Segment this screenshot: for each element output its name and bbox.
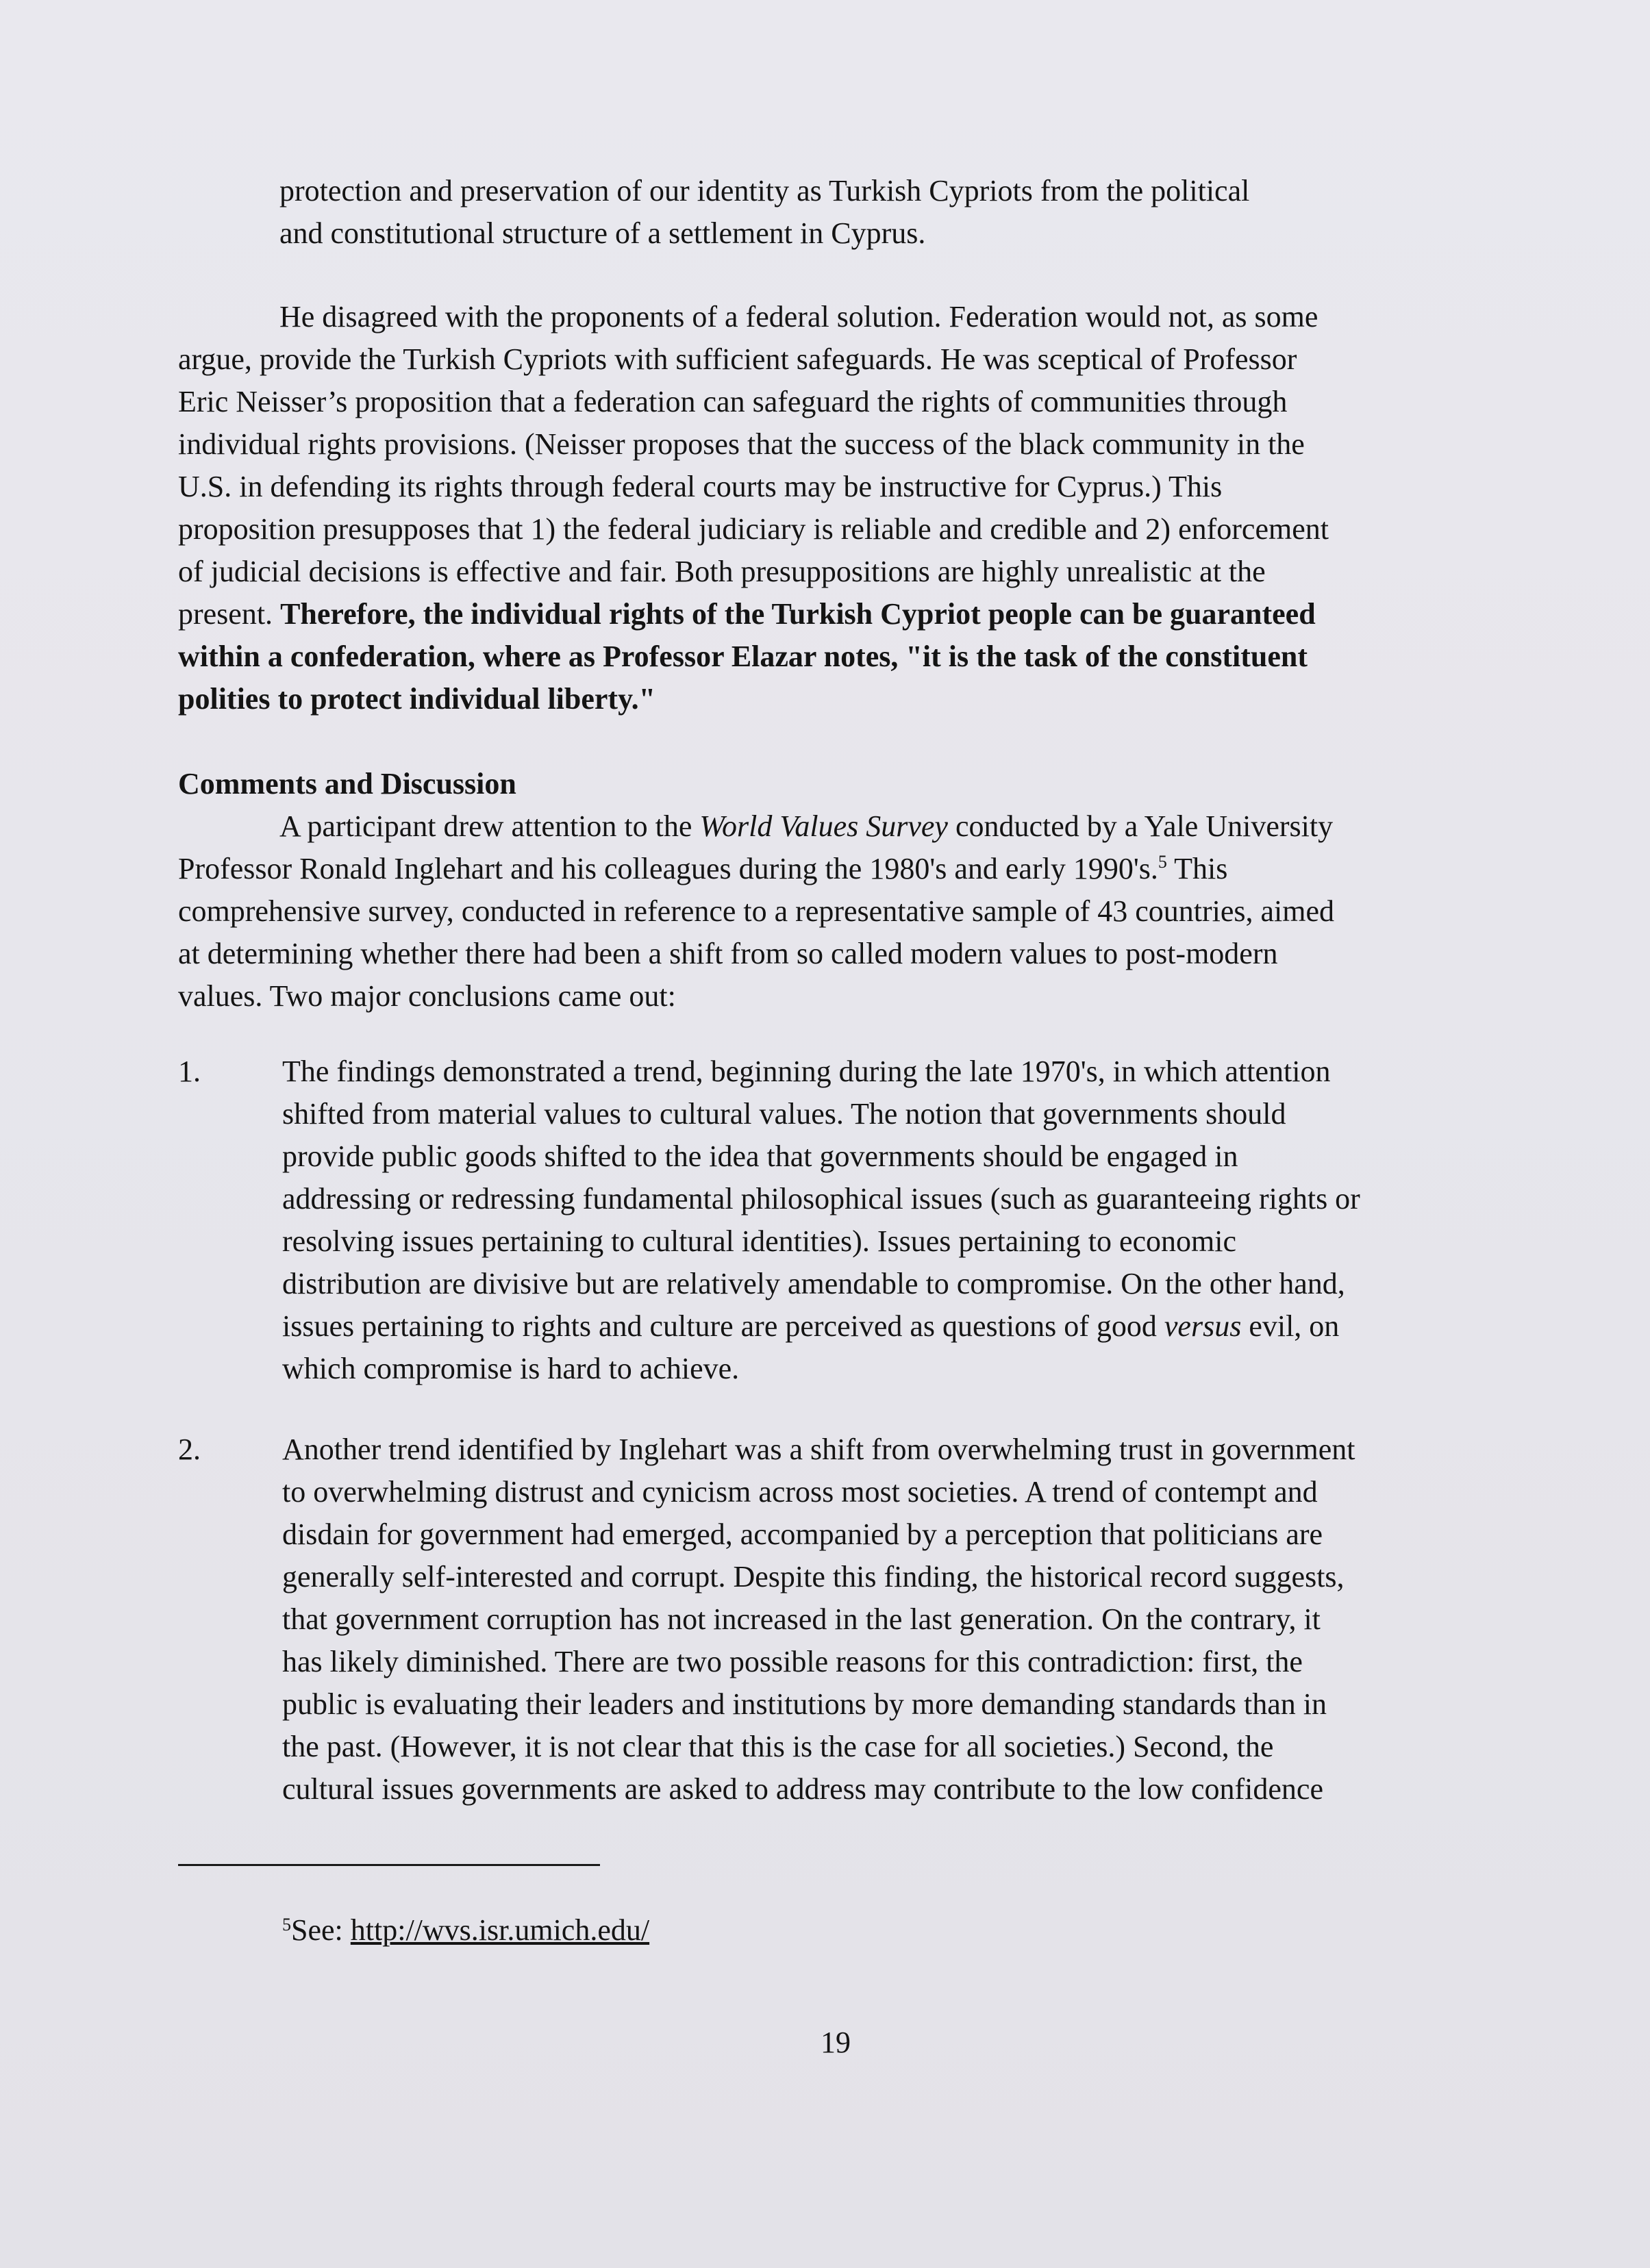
bold-text-line: polities to protect individual liberty." bbox=[178, 682, 656, 716]
text-line: Another trend identified by Inglehart was a shift from overwhelming trust in government bbox=[282, 1433, 1355, 1466]
text-line: addressing or redressing fundamental philosophical issues (such as guaranteeing rights or bbox=[282, 1182, 1360, 1215]
text-line bbox=[178, 848, 1334, 890]
paragraph-continuation bbox=[279, 170, 1249, 255]
text-line: public is evaluating their leaders and institutions by more demanding standards than in bbox=[282, 1687, 1327, 1721]
plain-text: This bbox=[1166, 852, 1228, 885]
italic-title: World Values Survey bbox=[699, 809, 948, 843]
text-line: argue, provide the Turkish Cypriots with sufficient safeguards. He was sceptical of Professor bbox=[178, 342, 1297, 376]
text-line: provide public goods shifted to the idea that governments should be engaged in bbox=[282, 1139, 1238, 1173]
text-line: distribution are divisive but are relatively amendable to compromise. On the other hand, bbox=[282, 1267, 1345, 1300]
paragraph-world-values-survey bbox=[178, 805, 1334, 1018]
list-number: 1. bbox=[178, 1055, 201, 1088]
plain-text: evil, on bbox=[1241, 1309, 1340, 1343]
list-item bbox=[282, 1428, 1355, 1811]
footnote-reference: 5 bbox=[1158, 852, 1167, 872]
section-heading: Comments and Discussion bbox=[178, 767, 516, 801]
text-line: at determining whether there had been a shift from so called modern values to post-modern bbox=[178, 937, 1278, 970]
text-line: generally self-interested and corrupt. Despite this finding, the historical record suggests, bbox=[282, 1560, 1345, 1593]
footnote-prefix: See: bbox=[291, 1913, 351, 1947]
bold-text-line: within a confederation, where as Professor Elazar notes, "it is the task of the constituent bbox=[178, 640, 1308, 673]
text-line: has likely diminished. There are two possible reasons for this contradiction: first, the bbox=[282, 1645, 1303, 1678]
text-line: that government corruption has not increased in the last generation. On the contrary, it bbox=[282, 1602, 1321, 1636]
plain-text: conducted by a Yale University bbox=[947, 809, 1334, 843]
text-line: cultural issues governments are asked to address may contribute to the low confidence bbox=[282, 1772, 1323, 1806]
text-line bbox=[178, 805, 1334, 848]
page-number: 19 bbox=[821, 2026, 851, 2059]
text-line: disdain for government had emerged, accompanied by a perception that politicians are bbox=[282, 1517, 1323, 1551]
bold-text: Therefore, the individual rights of the Turkish Cypriot people can be guaranteed bbox=[280, 597, 1316, 631]
text-line: the past. (However, it is not clear that this is the case for all societies.) Second, the bbox=[282, 1730, 1274, 1763]
footnote bbox=[282, 1904, 649, 1952]
text-line bbox=[178, 593, 1329, 635]
plain-text: issues pertaining to rights and culture are perceived as questions of good bbox=[282, 1309, 1164, 1343]
text-line: He disagreed with the proponents of a federal solution. Federation would not, as some bbox=[279, 300, 1318, 333]
text-line: protection and preservation of our identity as Turkish Cypriots from the political bbox=[279, 174, 1250, 207]
plain-text: A participant drew attention to the bbox=[279, 809, 700, 843]
text-line: individual rights provisions. (Neisser proposes that the success of the black community in the bbox=[178, 427, 1305, 461]
text-line: comprehensive survey, conducted in reference to a representative sample of 43 countries, aimed bbox=[178, 894, 1335, 928]
list-number: 2. bbox=[178, 1433, 201, 1466]
plain-text: Professor Ronald Inglehart and his colleagues during the 1980's and early 1990's. bbox=[178, 852, 1158, 885]
plain-text: present. bbox=[178, 597, 281, 631]
text-line: The findings demonstrated a trend, beginning during the late 1970's, in which attention bbox=[282, 1055, 1331, 1088]
text-line: to overwhelming distrust and cynicism across most societies. A trend of contempt and bbox=[282, 1475, 1318, 1509]
text-line: of judicial decisions is effective and fair. Both presuppositions are highly unrealistic at the bbox=[178, 555, 1266, 588]
list-item bbox=[282, 1050, 1360, 1390]
footnote-marker: 5 bbox=[282, 1915, 291, 1935]
italic-text: versus bbox=[1164, 1309, 1242, 1343]
text-line: values. Two major conclusions came out: bbox=[178, 979, 676, 1013]
text-line: Eric Neisser’s proposition that a federation can safeguard the rights of communities through bbox=[178, 385, 1288, 418]
text-line: proposition presupposes that 1) the federal judiciary is reliable and credible and 2) enforcement bbox=[178, 512, 1329, 546]
text-line bbox=[282, 1305, 1360, 1348]
paragraph-federal-solution bbox=[178, 296, 1329, 720]
footnote-divider bbox=[178, 1864, 600, 1866]
text-line: resolving issues pertaining to cultural identities). Issues pertaining to economic bbox=[282, 1224, 1237, 1258]
text-line: and constitutional structure of a settlement in Cyprus. bbox=[279, 216, 926, 250]
text-line: shifted from material values to cultural values. The notion that governments should bbox=[282, 1097, 1286, 1131]
text-line: which compromise is hard to achieve. bbox=[282, 1352, 740, 1385]
footnote-link[interactable]: http://wvs.isr.umich.edu/ bbox=[350, 1913, 650, 1947]
text-line: U.S. in defending its rights through federal courts may be instructive for Cyprus.) This bbox=[178, 470, 1223, 503]
